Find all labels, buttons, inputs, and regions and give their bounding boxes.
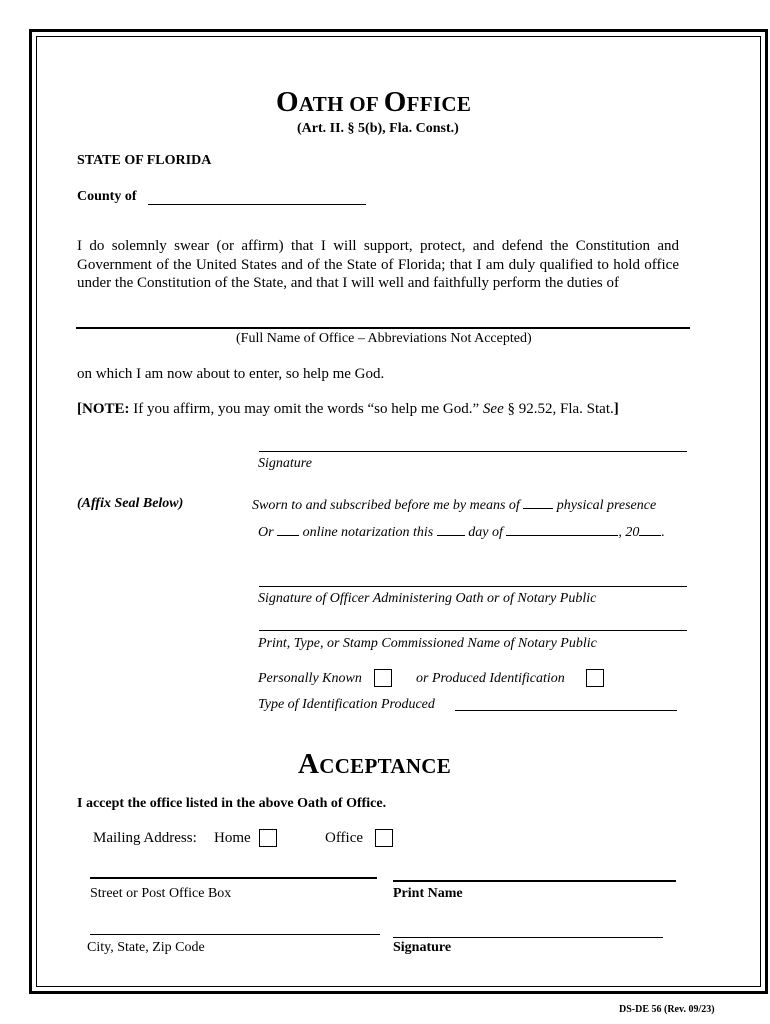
state-label: STATE OF FLORIDA <box>77 153 212 168</box>
online-notarization-line: Or online notarization this day of , 20 . <box>258 525 665 540</box>
print-name-field[interactable] <box>393 880 676 882</box>
produced-id-checkbox[interactable] <box>586 669 604 687</box>
signature2-field[interactable] <box>393 937 663 938</box>
form-subtitle: (Art. II. § 5(b), Fla. Const.) <box>297 121 459 136</box>
county-field[interactable] <box>148 204 366 205</box>
year-blank[interactable] <box>639 523 661 536</box>
city-label: City, State, Zip Code <box>87 940 205 955</box>
sworn-line: Sworn to and subscribed before me by means of physical presence <box>252 498 657 513</box>
enter-text: on which I am now about to enter, so help me God. <box>77 366 385 382</box>
officer-signature-line[interactable] <box>259 586 687 587</box>
id-type-label: Type of Identification Produced <box>258 697 435 712</box>
id-type-field[interactable] <box>455 710 677 711</box>
street-label: Street or Post Office Box <box>90 886 232 901</box>
notary-name-label: Print, Type, or Stamp Commissioned Name of Notary Public <box>258 636 597 651</box>
physical-presence-blank[interactable] <box>523 496 553 509</box>
signature-line[interactable] <box>259 451 687 452</box>
online-notarization-blank[interactable] <box>277 523 299 536</box>
acceptance-heading: ACCEPTANCE <box>298 748 452 780</box>
home-checkbox[interactable] <box>259 829 277 847</box>
notary-name-line[interactable] <box>259 630 687 631</box>
office-name-caption: (Full Name of Office – Abbreviations Not Accepted) <box>236 331 532 346</box>
affix-seal-label: (Affix Seal Below) <box>77 496 184 511</box>
form-id: DS-DE 56 (Rev. 09/23) <box>619 1004 715 1015</box>
produced-id-label: or Produced Identification <box>416 671 565 686</box>
personally-known-checkbox[interactable] <box>374 669 392 687</box>
street-field[interactable] <box>90 877 377 879</box>
mailing-address-label: Mailing Address: <box>93 830 197 846</box>
office-checkbox[interactable] <box>375 829 393 847</box>
city-field[interactable] <box>90 934 380 935</box>
officer-signature-label: Signature of Officer Administering Oath or of Notary Public <box>258 591 597 606</box>
print-name-label: Print Name <box>393 886 463 901</box>
day-blank[interactable] <box>437 523 465 536</box>
office-label: Office <box>325 830 364 846</box>
office-name-field[interactable] <box>76 327 690 329</box>
home-label: Home <box>214 830 251 846</box>
oath-paragraph: I do solemnly swear (or affirm) that I will support, protect, and defend the Constitution and Government of the United States and of the State of Florida; that I am duly qualified to hold office under the Constitution of the State, and that I will well and faithfully perform the duties of <box>77 238 679 291</box>
signature-label: Signature <box>258 456 312 471</box>
month-blank[interactable] <box>506 523 618 536</box>
county-label: County of <box>77 189 137 204</box>
note-text: [NOTE: If you affirm, you may omit the words “so help me God.” See § 92.52, Fla. Stat.] <box>77 401 619 417</box>
personally-known-label: Personally Known <box>258 671 362 686</box>
signature2-label: Signature <box>393 940 452 955</box>
accept-text: I accept the office listed in the above Oath of Office. <box>77 796 387 811</box>
form-title: OATH OF OFFICE <box>276 86 472 118</box>
